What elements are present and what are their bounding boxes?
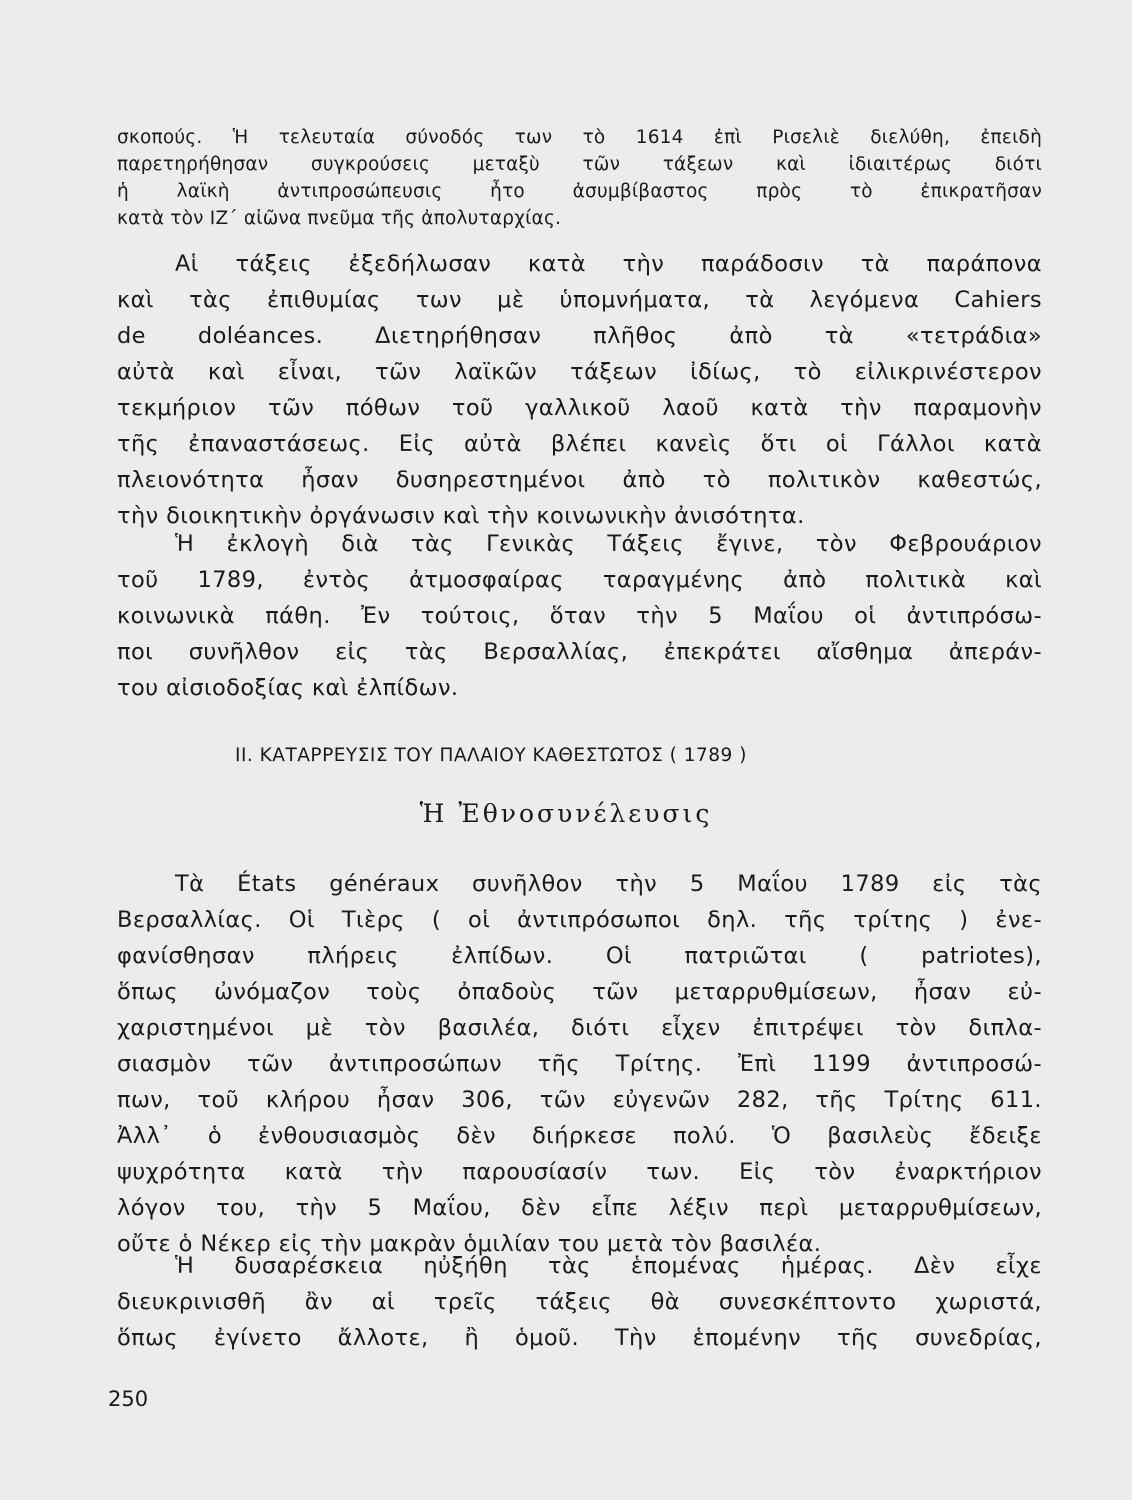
paragraph-2: [117, 246, 1042, 534]
paragraph-4: [117, 866, 1042, 1262]
text-line: ποι συνῆλθον εἰς τὰς Βερσαλλίας, ἐπεκράτει αἴσθημα ἀπεράν-: [117, 639, 1042, 665]
section-heading: ΙΙ. ΚΑΤΑΡΡΕΥΣΙΣ ΤΟΥ ΠΑΛΑΙΟΥ ΚΑΘΕΣΤΩΤΟΣ ( 1789 ): [235, 745, 747, 766]
text-line: πων, τοῦ κλήρου ἦσαν 306, τῶν εὐγενῶν 282, τῆς Τρίτης 611.: [117, 1087, 1042, 1113]
text-line: ψυχρότητα κατὰ τὴν παρουσίασίν των. Εἰς τὸν ἐναρκτήριον: [117, 1159, 1042, 1185]
text-line: κατὰ τὸν ΙΖ΄ αἰῶνα πνεῦμα τῆς ἀπολυταρχίας.: [117, 208, 562, 229]
paragraph-5: [117, 1248, 1042, 1356]
paragraph-3: [117, 526, 1042, 706]
text-line: καὶ τὰς ἐπιθυμίας των μὲ ὑπομνήματα, τὰ λεγόμενα Cahiers: [117, 287, 1042, 313]
paragraph-1: [117, 124, 1042, 232]
text-line: οὔτε ὁ Νέκερ εἰς τὴν μακρὰν ὁμιλίαν του μετὰ τὸν βασιλέα.: [117, 1231, 822, 1257]
text-line: τὴν διοικητικὴν ὀργάνωσιν καὶ τὴν κοινωνικὴν ἀνισότητα.: [117, 503, 805, 529]
text-line: του αἰσιοδοξίας καὶ ἐλπίδων.: [117, 675, 459, 701]
text-line: τεκμήριον τῶν πόθων τοῦ γαλλικοῦ λαοῦ κατὰ τὴν παραμονὴν: [117, 395, 1042, 421]
text-line: λόγον του, τὴν 5 Μαΐου, δὲν εἶπε λέξιν περὶ μεταρρυθμίσεων,: [117, 1195, 1042, 1221]
text-line: κοινωνικὰ πάθη. Ἐν τούτοις, ὅταν τὴν 5 Μαΐου οἱ ἀντιπρόσω-: [117, 603, 1042, 629]
text-line: ἡ λαϊκὴ ἀντιπροσώπευσις ἦτο ἀσυμβίβαστος πρὸς τὸ ἐπικρατῆσαν: [117, 181, 1042, 202]
text-line: διευκρινισθῆ ἂν αἱ τρεῖς τάξεις θὰ συνεσκέπτοντο χωριστά,: [117, 1289, 1042, 1315]
text-line: Αἱ τάξεις ἐξεδήλωσαν κατὰ τὴν παράδοσιν τὰ παράπονα: [175, 251, 1042, 277]
text-line: φανίσθησαν πλήρεις ἐλπίδων. Οἱ πατριῶται ( patriotes),: [117, 943, 1042, 969]
text-line: Τὰ États généraux συνῆλθον τὴν 5 Μαΐου 1789 εἰς τὰς: [175, 871, 1042, 897]
section-subtitle: Ἡ Ἐθνοσυνέλευσις: [419, 799, 713, 828]
text-line: σιασμὸν τῶν ἀντιπροσώπων τῆς Τρίτης. Ἐπὶ 1199 ἀντιπροσώ-: [117, 1051, 1042, 1077]
text-line: de doléances. Διετηρήθησαν πλῆθος ἀπὸ τὰ «τετράδια»: [117, 323, 1042, 349]
text-line: παρετηρήθησαν συγκρούσεις μεταξὺ τῶν τάξεων καὶ ἰδιαιτέρως διότι: [117, 154, 1042, 175]
text-line: αὐτὰ καὶ εἶναι, τῶν λαϊκῶν τάξεων ἰδίως, τὸ εἰλικρινέστερον: [117, 359, 1042, 385]
text-line: ὅπως ἐγίνετο ἄλλοτε, ἢ ὁμοῦ. Τὴν ἑπομένην τῆς συνεδρίας,: [117, 1325, 1042, 1351]
text-line: Ἀλλ᾽ ὁ ἐνθουσιασμὸς δὲν διήρκεσε πολύ. Ὁ βασιλεὺς ἔδειξε: [117, 1123, 1042, 1149]
text-line: χαριστημένοι μὲ τὸν βασιλέα, διότι εἶχεν ἐπιτρέψει τὸν διπλα-: [117, 1015, 1042, 1041]
text-line: Βερσαλλίας. Οἱ Τιὲρς ( οἱ ἀντιπρόσωποι δηλ. τῆς τρίτης ) ἐνε-: [117, 907, 1042, 933]
text-line: τῆς ἐπαναστάσεως. Εἰς αὐτὰ βλέπει κανεὶς ὅτι οἱ Γάλλοι κατὰ: [117, 431, 1042, 457]
page-number: 250: [108, 1387, 149, 1411]
text-line: τοῦ 1789, ἐντὸς ἀτμοσφαίρας ταραγμένης ἀπὸ πολιτικὰ καὶ: [117, 567, 1042, 593]
text-line: ὅπως ὠνόμαζον τοὺς ὀπαδοὺς τῶν μεταρρυθμίσεων, ἦσαν εὐ-: [117, 979, 1042, 1005]
text-line: πλειονότητα ἦσαν δυσηρεστημένοι ἀπὸ τὸ πολιτικὸν καθεστώς,: [117, 467, 1042, 493]
text-line: Ἡ ἐκλογὴ διὰ τὰς Γενικὰς Τάξεις ἔγινε, τὸν Φεβρουάριον: [175, 531, 1042, 557]
text-line: σκοπούς. Ἡ τελευταία σύνοδός των τὸ 1614 ἐπὶ Ρισελιὲ διελύθη, ἐπειδὴ: [117, 127, 1042, 148]
text-line: Ἡ δυσαρέσκεια ηὐξήθη τὰς ἑπομένας ἡμέρας. Δὲν εἶχε: [175, 1253, 1042, 1279]
